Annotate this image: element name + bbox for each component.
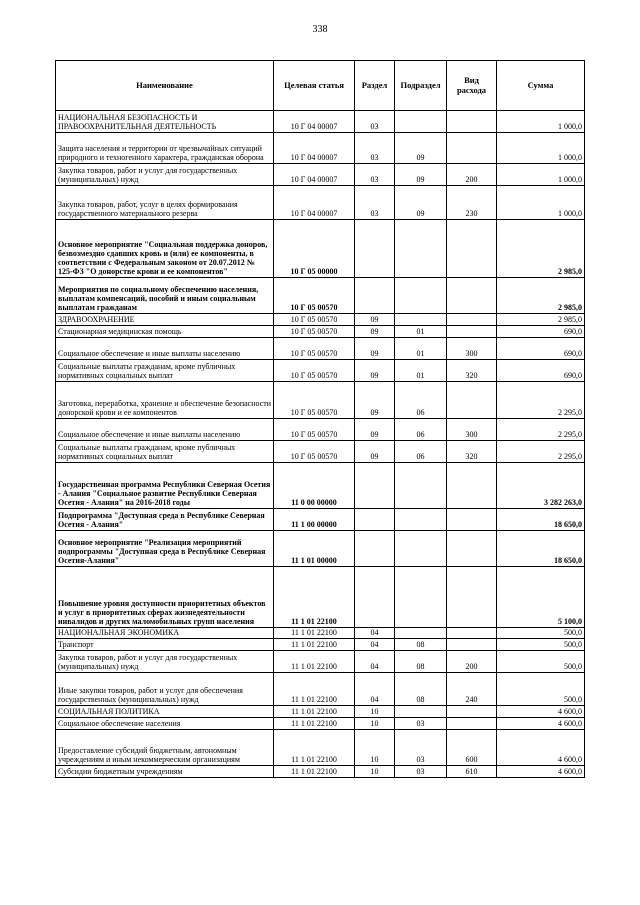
cell-subsection: 06 <box>395 419 447 441</box>
table-row <box>56 326 585 338</box>
cell-name: Повышение уровня доступности приоритетных объектов и услуг в приоритетных сферах жизнедеятельности инвалидов и других маломобильных групп населения <box>56 567 274 628</box>
cell-expense-type <box>447 509 497 531</box>
cell-sum: 4 600,0 <box>497 730 585 766</box>
page-number: 338 <box>312 24 328 35</box>
cell-section: 10 <box>355 730 395 766</box>
table-row <box>56 730 585 766</box>
cell-subsection: 03 <box>395 766 447 778</box>
table-row <box>56 441 585 463</box>
cell-section: 03 <box>355 133 395 164</box>
cell-name: Социальные выплаты гражданам, кроме публичных нормативных социальных выплат <box>56 360 274 382</box>
cell-sum: 1 000,0 <box>497 133 585 164</box>
budget-table <box>55 60 585 778</box>
cell-article: 11 1 01 22100 <box>274 673 355 706</box>
cell-expense-type: 230 <box>447 186 497 220</box>
header-name: Наименование <box>56 61 274 111</box>
cell-subsection <box>395 628 447 639</box>
cell-expense-type: 200 <box>447 164 497 186</box>
table-row <box>56 382 585 419</box>
cell-name: Основное мероприятие "Социальная поддержка доноров, безвозмездно сдавших кровь и (или) ее компоненты, в соответствии с Федеральным законом от 20.07.2012 № 125-ФЗ "О донорстве крови и ее компонентов" <box>56 220 274 278</box>
cell-name: Защита населения и территории от чрезвычайных ситуаций природного и техногенного характера, гражданская оборона <box>56 133 274 164</box>
cell-section: 03 <box>355 164 395 186</box>
cell-subsection: 01 <box>395 360 447 382</box>
cell-subsection <box>395 220 447 278</box>
table-row <box>56 673 585 706</box>
cell-subsection: 08 <box>395 673 447 706</box>
table-row <box>56 133 585 164</box>
cell-subsection <box>395 314 447 326</box>
cell-expense-type <box>447 628 497 639</box>
cell-section: 09 <box>355 314 395 326</box>
table-row <box>56 651 585 673</box>
cell-name: СОЦИАЛЬНАЯ ПОЛИТИКА <box>56 706 274 718</box>
cell-name: Предоставление субсидий бюджетным, автономным учреждениям и иным некоммерческим организациям <box>56 730 274 766</box>
cell-expense-type <box>447 220 497 278</box>
cell-name: Закупка товаров, работ и услуг для государственных (муниципальных) нужд <box>56 651 274 673</box>
cell-section: 04 <box>355 651 395 673</box>
cell-subsection <box>395 567 447 628</box>
cell-section: 04 <box>355 673 395 706</box>
cell-name: Субсидии бюджетным учреждениям <box>56 766 274 778</box>
cell-section: 09 <box>355 360 395 382</box>
cell-sum: 4 600,0 <box>497 766 585 778</box>
cell-name: Закупка товаров, работ, услуг в целях формирования государственного материального резерва <box>56 186 274 220</box>
cell-section <box>355 278 395 314</box>
cell-expense-type <box>447 531 497 567</box>
cell-subsection: 09 <box>395 133 447 164</box>
cell-section: 09 <box>355 338 395 360</box>
cell-section <box>355 463 395 509</box>
cell-sum: 1 000,0 <box>497 111 585 133</box>
cell-expense-type <box>447 639 497 651</box>
cell-expense-type <box>447 326 497 338</box>
cell-article: 10 Г 05 00570 <box>274 338 355 360</box>
cell-expense-type <box>447 314 497 326</box>
header-article: Целевая статья <box>274 61 355 111</box>
cell-sum: 2 985,0 <box>497 314 585 326</box>
cell-name: Иные закупки товаров, работ и услуг для обеспечения государственных (муниципальных) нужд <box>56 673 274 706</box>
cell-section: 10 <box>355 718 395 730</box>
cell-section: 04 <box>355 628 395 639</box>
table-row <box>56 164 585 186</box>
header-section: Раздел <box>355 61 395 111</box>
cell-article: 10 Г 05 00570 <box>274 382 355 419</box>
cell-section: 03 <box>355 186 395 220</box>
cell-section: 03 <box>355 111 395 133</box>
cell-sum: 4 600,0 <box>497 706 585 718</box>
cell-sum: 18 650,0 <box>497 531 585 567</box>
table-body <box>56 111 585 778</box>
cell-section <box>355 531 395 567</box>
cell-subsection: 08 <box>395 651 447 673</box>
cell-section <box>355 509 395 531</box>
cell-expense-type <box>447 706 497 718</box>
cell-article: 11 1 01 22100 <box>274 706 355 718</box>
cell-article: 10 Г 05 00570 <box>274 441 355 463</box>
table-row <box>56 706 585 718</box>
table-row <box>56 186 585 220</box>
cell-article: 10 Г 05 00570 <box>274 278 355 314</box>
cell-sum: 690,0 <box>497 338 585 360</box>
cell-sum: 2 985,0 <box>497 220 585 278</box>
cell-section: 04 <box>355 639 395 651</box>
cell-sum: 2 985,0 <box>497 278 585 314</box>
cell-article: 11 1 01 22100 <box>274 730 355 766</box>
cell-name: Подпрограмма "Доступная среда в Республике Северная Осетия - Алания" <box>56 509 274 531</box>
cell-name: Стационарная медицинская помощь <box>56 326 274 338</box>
cell-subsection <box>395 531 447 567</box>
cell-name: ЗДРАВООХРАНЕНИЕ <box>56 314 274 326</box>
header-expense-type: Вид расхода <box>447 61 497 111</box>
cell-article: 10 Г 05 00570 <box>274 326 355 338</box>
cell-expense-type: 320 <box>447 441 497 463</box>
cell-expense-type <box>447 278 497 314</box>
cell-subsection <box>395 278 447 314</box>
cell-article: 11 1 01 00000 <box>274 531 355 567</box>
cell-sum: 4 600,0 <box>497 718 585 730</box>
cell-subsection: 03 <box>395 730 447 766</box>
cell-expense-type: 600 <box>447 730 497 766</box>
cell-subsection: 06 <box>395 382 447 419</box>
header-sum: Сумма <box>497 61 585 111</box>
cell-name: Государственная программа Республики Северная Осетия - Алания "Социальное развитие Республики Северная Осетия - Алания" на 2016-2018 годы <box>56 463 274 509</box>
cell-expense-type: 200 <box>447 651 497 673</box>
cell-subsection <box>395 509 447 531</box>
table-row <box>56 419 585 441</box>
cell-expense-type <box>447 463 497 509</box>
cell-article: 11 1 01 22100 <box>274 651 355 673</box>
cell-article: 11 1 01 22100 <box>274 639 355 651</box>
cell-subsection <box>395 111 447 133</box>
cell-sum: 690,0 <box>497 326 585 338</box>
cell-article: 11 1 01 22100 <box>274 628 355 639</box>
cell-section <box>355 220 395 278</box>
cell-sum: 1 000,0 <box>497 186 585 220</box>
cell-sum: 2 295,0 <box>497 441 585 463</box>
cell-subsection: 06 <box>395 441 447 463</box>
table-row <box>56 360 585 382</box>
cell-article: 10 Г 04 00007 <box>274 186 355 220</box>
cell-name: Закупка товаров, работ и услуг для государственных (муниципальных) нужд <box>56 164 274 186</box>
cell-article: 10 Г 05 00570 <box>274 360 355 382</box>
cell-expense-type <box>447 567 497 628</box>
cell-article: 10 Г 04 00007 <box>274 164 355 186</box>
cell-expense-type: 240 <box>447 673 497 706</box>
table-header-row <box>56 61 585 111</box>
cell-article: 10 Г 05 00000 <box>274 220 355 278</box>
cell-section: 10 <box>355 766 395 778</box>
cell-expense-type <box>447 133 497 164</box>
cell-subsection: 08 <box>395 639 447 651</box>
cell-name: НАЦИОНАЛЬНАЯ ЭКОНОМИКА <box>56 628 274 639</box>
cell-sum: 500,0 <box>497 639 585 651</box>
table-row <box>56 278 585 314</box>
cell-name: Заготовка, переработка, хранение и обеспечение безопасности донорской крови и ее компонентов <box>56 382 274 419</box>
cell-expense-type: 300 <box>447 338 497 360</box>
cell-subsection <box>395 463 447 509</box>
header-subsection: Подраздел <box>395 61 447 111</box>
cell-sum: 500,0 <box>497 628 585 639</box>
cell-article: 10 Г 05 00570 <box>274 419 355 441</box>
cell-sum: 2 295,0 <box>497 382 585 419</box>
cell-sum: 3 282 263,0 <box>497 463 585 509</box>
cell-sum: 2 295,0 <box>497 419 585 441</box>
cell-article: 11 1 01 22100 <box>274 567 355 628</box>
cell-subsection <box>395 706 447 718</box>
cell-article: 11 1 01 22100 <box>274 766 355 778</box>
cell-name: Социальное обеспечение и иные выплаты населению <box>56 419 274 441</box>
cell-section: 09 <box>355 326 395 338</box>
cell-section <box>355 567 395 628</box>
cell-article: 10 Г 04 00007 <box>274 111 355 133</box>
cell-sum: 500,0 <box>497 673 585 706</box>
cell-article: 11 1 01 22100 <box>274 718 355 730</box>
cell-sum: 690,0 <box>497 360 585 382</box>
table-row <box>56 628 585 639</box>
cell-article: 10 Г 05 00570 <box>274 314 355 326</box>
table-row <box>56 314 585 326</box>
cell-section: 09 <box>355 382 395 419</box>
cell-subsection: 09 <box>395 164 447 186</box>
cell-sum: 18 650,0 <box>497 509 585 531</box>
table-row <box>56 338 585 360</box>
cell-subsection: 01 <box>395 338 447 360</box>
cell-expense-type: 610 <box>447 766 497 778</box>
cell-article: 11 0 00 00000 <box>274 463 355 509</box>
table-row <box>56 509 585 531</box>
cell-article: 11 1 00 00000 <box>274 509 355 531</box>
cell-expense-type <box>447 111 497 133</box>
cell-expense-type <box>447 382 497 419</box>
cell-name: Социальное обеспечение населения <box>56 718 274 730</box>
table-row <box>56 531 585 567</box>
table-row <box>56 463 585 509</box>
cell-expense-type <box>447 718 497 730</box>
cell-name: Транспорт <box>56 639 274 651</box>
table-row <box>56 766 585 778</box>
cell-subsection: 01 <box>395 326 447 338</box>
cell-subsection: 09 <box>395 186 447 220</box>
cell-name: Мероприятия по социальному обеспечению населения, выплатам компенсаций, пособий и иным социальным выплатам гражданам <box>56 278 274 314</box>
cell-name: НАЦИОНАЛЬНАЯ БЕЗОПАСНОСТЬ И ПРАВООХРАНИТЕЛЬНАЯ ДЕЯТЕЛЬНОСТЬ <box>56 111 274 133</box>
cell-article: 10 Г 04 00007 <box>274 133 355 164</box>
cell-section: 09 <box>355 441 395 463</box>
cell-expense-type: 300 <box>447 419 497 441</box>
cell-expense-type: 320 <box>447 360 497 382</box>
cell-name: Основное мероприятие "Реализация мероприятий подпрограммы "Доступная среда в Республике Северная Осетия-Алания" <box>56 531 274 567</box>
cell-sum: 500,0 <box>497 651 585 673</box>
cell-section: 09 <box>355 419 395 441</box>
cell-name: Социальные выплаты гражданам, кроме публичных нормативных социальных выплат <box>56 441 274 463</box>
cell-section: 10 <box>355 706 395 718</box>
table-row <box>56 718 585 730</box>
table-row <box>56 220 585 278</box>
cell-sum: 5 100,0 <box>497 567 585 628</box>
table-row <box>56 111 585 133</box>
cell-name: Социальное обеспечение и иные выплаты населению <box>56 338 274 360</box>
table-row <box>56 567 585 628</box>
cell-subsection: 03 <box>395 718 447 730</box>
table-row <box>56 639 585 651</box>
cell-sum: 1 000,0 <box>497 164 585 186</box>
